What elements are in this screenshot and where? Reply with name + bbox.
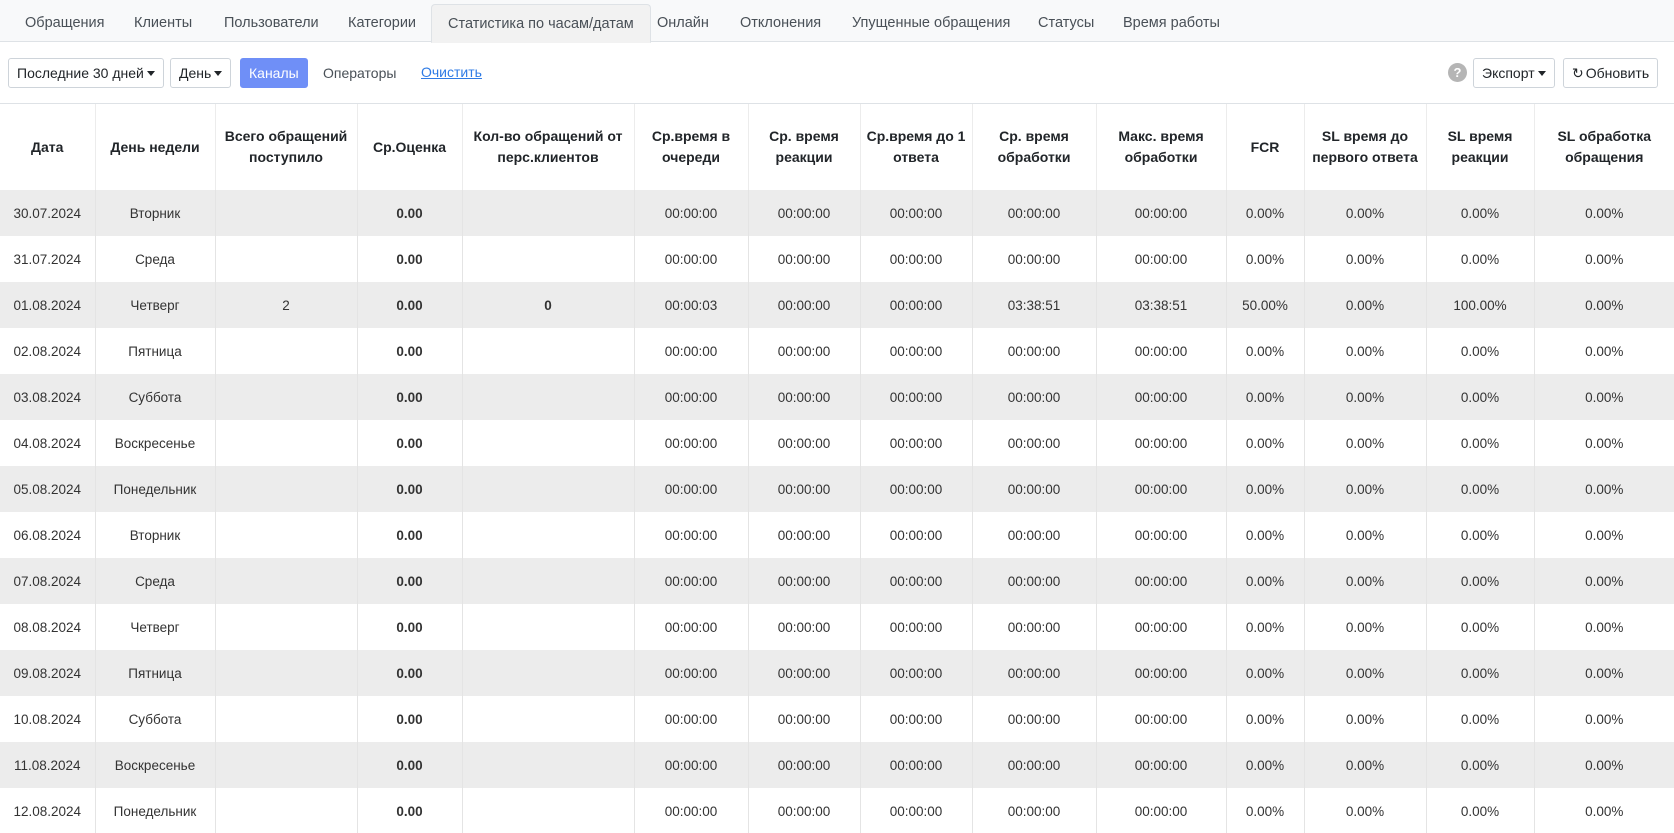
table-cell: 00:00:00 bbox=[1096, 742, 1226, 788]
table-cell: 00:00:00 bbox=[748, 282, 860, 328]
table-row bbox=[0, 190, 1674, 236]
table-cell: 00:00:00 bbox=[1096, 788, 1226, 833]
table-cell: 00:00:00 bbox=[748, 512, 860, 558]
table-cell: 0.00 bbox=[357, 742, 462, 788]
table-cell: 03:38:51 bbox=[972, 282, 1096, 328]
caret-down-icon bbox=[1538, 71, 1546, 76]
column-header[interactable]: SL время до первого ответа bbox=[1304, 104, 1426, 190]
table-cell: 0.00 bbox=[357, 512, 462, 558]
table-cell: 00:00:00 bbox=[860, 512, 972, 558]
column-header[interactable]: SL время реакции bbox=[1426, 104, 1534, 190]
column-header[interactable]: Ср. время обработки bbox=[972, 104, 1096, 190]
table-cell: 0 bbox=[462, 282, 634, 328]
table-cell: 0.00% bbox=[1426, 604, 1534, 650]
table-cell bbox=[462, 512, 634, 558]
table-cell: 00:00:00 bbox=[634, 236, 748, 282]
table-cell: 00:00:00 bbox=[1096, 650, 1226, 696]
tab-deviations[interactable]: Отклонения bbox=[740, 15, 822, 31]
table-cell bbox=[215, 420, 357, 466]
table-cell: 00:00:00 bbox=[860, 696, 972, 742]
table-cell: 0.00 bbox=[357, 236, 462, 282]
column-header[interactable]: Ср.время до 1 ответа bbox=[860, 104, 972, 190]
table-cell: 05.08.2024 bbox=[0, 466, 95, 512]
table-cell bbox=[215, 696, 357, 742]
table-cell: Четверг bbox=[95, 282, 215, 328]
table-cell: 00:00:00 bbox=[860, 788, 972, 833]
table-cell: 00:00:00 bbox=[972, 604, 1096, 650]
table-cell: 00:00:00 bbox=[972, 650, 1096, 696]
stats-table bbox=[0, 104, 1674, 833]
table-cell: 0.00% bbox=[1226, 604, 1304, 650]
table-row bbox=[0, 742, 1674, 788]
table-cell: 09.08.2024 bbox=[0, 650, 95, 696]
table-row bbox=[0, 236, 1674, 282]
table-cell: 0.00% bbox=[1304, 420, 1426, 466]
table-cell: Воскресенье bbox=[95, 420, 215, 466]
table-cell: 00:00:00 bbox=[1096, 190, 1226, 236]
table-cell: Пятница bbox=[95, 328, 215, 374]
refresh-icon: ↻ bbox=[1572, 65, 1584, 81]
table-cell bbox=[215, 650, 357, 696]
table-cell: 0.00% bbox=[1226, 236, 1304, 282]
table-row bbox=[0, 650, 1674, 696]
table-cell: 0.00 bbox=[357, 558, 462, 604]
table-cell: 00:00:00 bbox=[860, 374, 972, 420]
table-row bbox=[0, 420, 1674, 466]
table-cell: 00:00:00 bbox=[748, 742, 860, 788]
table-cell: 00:00:03 bbox=[634, 282, 748, 328]
table-cell bbox=[215, 236, 357, 282]
table-cell: 0.00% bbox=[1534, 374, 1674, 420]
table-cell: Вторник bbox=[95, 512, 215, 558]
table-cell: 00:00:00 bbox=[748, 788, 860, 833]
table-cell: 0.00% bbox=[1226, 420, 1304, 466]
table-row bbox=[0, 696, 1674, 742]
table-cell: 0.00% bbox=[1304, 282, 1426, 328]
table-cell: 03:38:51 bbox=[1096, 282, 1226, 328]
table-cell bbox=[215, 742, 357, 788]
table-cell: 01.08.2024 bbox=[0, 282, 95, 328]
table-cell: 0.00% bbox=[1534, 466, 1674, 512]
table-cell: 00:00:00 bbox=[1096, 466, 1226, 512]
table-cell: 00:00:00 bbox=[860, 604, 972, 650]
table-cell bbox=[215, 190, 357, 236]
table-cell bbox=[462, 466, 634, 512]
table-cell bbox=[462, 558, 634, 604]
table-cell: 0.00% bbox=[1226, 374, 1304, 420]
column-header[interactable]: Ср.время в очереди bbox=[634, 104, 748, 190]
refresh-label: Обновить bbox=[1585, 65, 1650, 81]
table-cell: 00:00:00 bbox=[860, 328, 972, 374]
tab-clients[interactable]: Клиенты bbox=[134, 15, 193, 31]
interval-label: День bbox=[179, 65, 212, 81]
table-cell: 0.00% bbox=[1304, 650, 1426, 696]
table-cell: 0.00% bbox=[1226, 466, 1304, 512]
interval-dropdown[interactable] bbox=[170, 58, 231, 88]
table-cell: 00:00:00 bbox=[1096, 604, 1226, 650]
table-row bbox=[0, 282, 1674, 328]
table-cell: 0.00% bbox=[1534, 282, 1674, 328]
period-dropdown[interactable] bbox=[8, 58, 164, 88]
table-cell: 00:00:00 bbox=[748, 190, 860, 236]
table-cell: 0.00% bbox=[1426, 236, 1534, 282]
table-cell: 00:00:00 bbox=[972, 788, 1096, 833]
tab-bar bbox=[0, 0, 1674, 42]
table-cell: 00:00:00 bbox=[972, 558, 1096, 604]
table-cell: 00:00:00 bbox=[972, 512, 1096, 558]
table-row bbox=[0, 788, 1674, 833]
table-cell: 0.00% bbox=[1304, 696, 1426, 742]
table-cell: 50.00% bbox=[1226, 282, 1304, 328]
table-cell: 00:00:00 bbox=[748, 650, 860, 696]
table-cell: 0.00% bbox=[1226, 650, 1304, 696]
table-cell: 00:00:00 bbox=[860, 650, 972, 696]
table-cell: 0.00% bbox=[1304, 190, 1426, 236]
table-row bbox=[0, 604, 1674, 650]
table-cell bbox=[462, 604, 634, 650]
tab-online[interactable]: Онлайн bbox=[657, 15, 709, 31]
column-header[interactable]: Ср. время реакции bbox=[748, 104, 860, 190]
table-cell: 0.00% bbox=[1304, 328, 1426, 374]
table-cell: 00:00:00 bbox=[634, 696, 748, 742]
table-cell bbox=[462, 374, 634, 420]
table-body bbox=[0, 190, 1674, 833]
column-header[interactable]: Дата bbox=[0, 104, 95, 190]
tab-missed-requests[interactable]: Упущенные обращения bbox=[852, 15, 1011, 31]
table-cell: 0.00% bbox=[1226, 512, 1304, 558]
table-cell: 10.08.2024 bbox=[0, 696, 95, 742]
table-cell: 00:00:00 bbox=[748, 466, 860, 512]
table-cell: 00:00:00 bbox=[860, 742, 972, 788]
table-cell: 0.00 bbox=[357, 190, 462, 236]
column-header[interactable]: SL обработка обращения bbox=[1534, 104, 1674, 190]
table-cell: 00:00:00 bbox=[972, 190, 1096, 236]
table-cell: 0.00 bbox=[357, 420, 462, 466]
table-cell: 00:00:00 bbox=[634, 374, 748, 420]
table-cell: 0.00% bbox=[1534, 512, 1674, 558]
table-row bbox=[0, 466, 1674, 512]
table-cell: Среда bbox=[95, 558, 215, 604]
table-cell: 2 bbox=[215, 282, 357, 328]
table-cell: 03.08.2024 bbox=[0, 374, 95, 420]
table-cell: 0.00 bbox=[357, 604, 462, 650]
table-cell: Вторник bbox=[95, 190, 215, 236]
caret-down-icon bbox=[147, 71, 155, 76]
tab-categories[interactable]: Категории bbox=[348, 15, 417, 31]
column-header[interactable]: Кол-во обращений от перс.клиентов bbox=[462, 104, 634, 190]
table-cell: 00:00:00 bbox=[1096, 512, 1226, 558]
table-cell: 0.00% bbox=[1304, 236, 1426, 282]
table-cell: 06.08.2024 bbox=[0, 512, 95, 558]
table-cell: 00:00:00 bbox=[748, 374, 860, 420]
table-cell: 00:00:00 bbox=[860, 558, 972, 604]
table-cell: 0.00% bbox=[1534, 558, 1674, 604]
table-cell: 00:00:00 bbox=[1096, 696, 1226, 742]
column-header[interactable]: Всего обращений поступило bbox=[215, 104, 357, 190]
table-cell: 0.00% bbox=[1534, 328, 1674, 374]
table-cell: 07.08.2024 bbox=[0, 558, 95, 604]
table-cell: 00:00:00 bbox=[860, 190, 972, 236]
table-cell: 31.07.2024 bbox=[0, 236, 95, 282]
table-cell: 0.00 bbox=[357, 282, 462, 328]
table-cell bbox=[462, 190, 634, 236]
table-cell: 0.00% bbox=[1304, 742, 1426, 788]
table-row bbox=[0, 374, 1674, 420]
tab-stats-hours-dates[interactable]: Статистика по часам/датам bbox=[431, 4, 651, 43]
table-cell: 0.00% bbox=[1426, 512, 1534, 558]
table-cell: 0.00% bbox=[1534, 788, 1674, 833]
table-cell: 00:00:00 bbox=[634, 466, 748, 512]
table-cell: 100.00% bbox=[1426, 282, 1534, 328]
table-cell: 00:00:00 bbox=[1096, 374, 1226, 420]
table-cell: 00:00:00 bbox=[634, 512, 748, 558]
table-cell bbox=[215, 604, 357, 650]
table-cell: 0.00% bbox=[1304, 788, 1426, 833]
table-cell: 0.00 bbox=[357, 374, 462, 420]
table-cell: 00:00:00 bbox=[972, 328, 1096, 374]
table-cell bbox=[215, 466, 357, 512]
table-cell bbox=[462, 650, 634, 696]
table-cell: 0.00% bbox=[1226, 558, 1304, 604]
table-cell: 00:00:00 bbox=[972, 742, 1096, 788]
table-cell bbox=[215, 788, 357, 833]
table-cell: 0.00% bbox=[1426, 742, 1534, 788]
table-cell bbox=[462, 328, 634, 374]
table-cell: 00:00:00 bbox=[972, 466, 1096, 512]
table-cell: 00:00:00 bbox=[634, 420, 748, 466]
table-cell: 00:00:00 bbox=[1096, 558, 1226, 604]
table-cell: 12.08.2024 bbox=[0, 788, 95, 833]
table-row bbox=[0, 512, 1674, 558]
table-cell: 0.00 bbox=[357, 328, 462, 374]
table-cell: 0.00% bbox=[1304, 466, 1426, 512]
table-cell: 00:00:00 bbox=[634, 742, 748, 788]
table-cell: 0.00% bbox=[1426, 696, 1534, 742]
help-icon[interactable]: ? bbox=[1448, 63, 1467, 82]
channels-button[interactable]: Каналы bbox=[240, 58, 308, 88]
table-cell: 0.00% bbox=[1426, 328, 1534, 374]
table-cell: 0.00% bbox=[1226, 328, 1304, 374]
table-cell: 0.00% bbox=[1426, 788, 1534, 833]
refresh-button[interactable] bbox=[1563, 58, 1658, 88]
table-cell: 0.00% bbox=[1426, 466, 1534, 512]
table-row bbox=[0, 558, 1674, 604]
table-cell bbox=[462, 696, 634, 742]
table-cell: 0.00% bbox=[1534, 742, 1674, 788]
table-cell: 0.00% bbox=[1304, 558, 1426, 604]
clear-link[interactable]: Очистить bbox=[421, 64, 482, 80]
table-cell: 00:00:00 bbox=[748, 236, 860, 282]
table-cell: 0.00% bbox=[1534, 236, 1674, 282]
table-cell: 0.00% bbox=[1534, 190, 1674, 236]
tab-statuses[interactable]: Статусы bbox=[1038, 15, 1095, 31]
table-cell: 0.00% bbox=[1426, 420, 1534, 466]
table-cell: 0.00% bbox=[1226, 190, 1304, 236]
stats-table-container[interactable] bbox=[0, 104, 1674, 833]
table-cell: 04.08.2024 bbox=[0, 420, 95, 466]
table-cell bbox=[462, 236, 634, 282]
table-cell: 0.00 bbox=[357, 788, 462, 833]
table-cell bbox=[462, 420, 634, 466]
table-cell: 00:00:00 bbox=[860, 420, 972, 466]
table-cell: 0.00% bbox=[1304, 604, 1426, 650]
table-row bbox=[0, 328, 1674, 374]
table-cell: Пятница bbox=[95, 650, 215, 696]
table-cell bbox=[462, 788, 634, 833]
table-cell: 0.00% bbox=[1304, 512, 1426, 558]
table-cell: 0.00% bbox=[1534, 696, 1674, 742]
table-header-row bbox=[0, 104, 1674, 190]
table-cell: 0.00% bbox=[1426, 374, 1534, 420]
export-label: Экспорт bbox=[1482, 65, 1535, 81]
table-cell: 00:00:00 bbox=[1096, 328, 1226, 374]
column-header[interactable]: Ср.Оценка bbox=[357, 104, 462, 190]
table-cell: 00:00:00 bbox=[860, 466, 972, 512]
table-cell bbox=[462, 742, 634, 788]
operators-button[interactable]: Операторы bbox=[323, 65, 397, 81]
column-header[interactable]: День недели bbox=[95, 104, 215, 190]
tab-working-hours[interactable]: Время работы bbox=[1123, 15, 1220, 31]
table-cell: 0.00 bbox=[357, 696, 462, 742]
table-cell: Среда bbox=[95, 236, 215, 282]
table-cell: 00:00:00 bbox=[972, 236, 1096, 282]
table-cell: 00:00:00 bbox=[748, 420, 860, 466]
table-cell: Суббота bbox=[95, 374, 215, 420]
table-cell: 00:00:00 bbox=[748, 328, 860, 374]
table-cell bbox=[215, 328, 357, 374]
table-cell: 0.00 bbox=[357, 650, 462, 696]
table-cell: Суббота bbox=[95, 696, 215, 742]
table-cell: 00:00:00 bbox=[972, 696, 1096, 742]
table-cell: 00:00:00 bbox=[634, 650, 748, 696]
table-cell bbox=[215, 374, 357, 420]
table-cell: 00:00:00 bbox=[972, 420, 1096, 466]
table-cell: 00:00:00 bbox=[748, 696, 860, 742]
table-cell: 0.00% bbox=[1534, 420, 1674, 466]
table-cell: 00:00:00 bbox=[634, 788, 748, 833]
table-cell: 0.00% bbox=[1426, 558, 1534, 604]
table-cell: 02.08.2024 bbox=[0, 328, 95, 374]
table-cell: Понедельник bbox=[95, 466, 215, 512]
table-cell: 00:00:00 bbox=[634, 190, 748, 236]
table-cell: 00:00:00 bbox=[634, 558, 748, 604]
table-cell: 08.08.2024 bbox=[0, 604, 95, 650]
table-cell: 0.00% bbox=[1426, 190, 1534, 236]
export-dropdown[interactable] bbox=[1473, 58, 1555, 88]
table-cell: 0.00% bbox=[1226, 696, 1304, 742]
period-label: Последние 30 дней bbox=[17, 65, 144, 81]
table-cell: 00:00:00 bbox=[972, 374, 1096, 420]
table-cell: 00:00:00 bbox=[748, 558, 860, 604]
column-header[interactable]: Макс. время обработки bbox=[1096, 104, 1226, 190]
toolbar bbox=[0, 43, 1674, 104]
table-cell bbox=[215, 558, 357, 604]
table-cell: 00:00:00 bbox=[860, 282, 972, 328]
table-cell: 30.07.2024 bbox=[0, 190, 95, 236]
table-cell: 00:00:00 bbox=[1096, 236, 1226, 282]
table-cell: 0.00% bbox=[1426, 650, 1534, 696]
caret-down-icon bbox=[214, 71, 222, 76]
tab-requests[interactable]: Обращения bbox=[25, 15, 105, 31]
table-cell: 00:00:00 bbox=[634, 604, 748, 650]
table-cell: Понедельник bbox=[95, 788, 215, 833]
table-cell: 11.08.2024 bbox=[0, 742, 95, 788]
table-cell: 0.00% bbox=[1534, 650, 1674, 696]
column-header[interactable]: FCR bbox=[1226, 104, 1304, 190]
table-cell: 00:00:00 bbox=[634, 328, 748, 374]
tab-users[interactable]: Пользователи bbox=[224, 15, 319, 31]
table-cell: 0.00% bbox=[1304, 374, 1426, 420]
table-cell bbox=[215, 512, 357, 558]
table-cell: 0.00% bbox=[1226, 788, 1304, 833]
table-cell: 00:00:00 bbox=[748, 604, 860, 650]
table-cell: Четверг bbox=[95, 604, 215, 650]
table-cell: 00:00:00 bbox=[860, 236, 972, 282]
table-cell: Воскресенье bbox=[95, 742, 215, 788]
table-cell: 0.00% bbox=[1226, 742, 1304, 788]
table-cell: 0.00% bbox=[1534, 604, 1674, 650]
table-cell: 00:00:00 bbox=[1096, 420, 1226, 466]
table-cell: 0.00 bbox=[357, 466, 462, 512]
